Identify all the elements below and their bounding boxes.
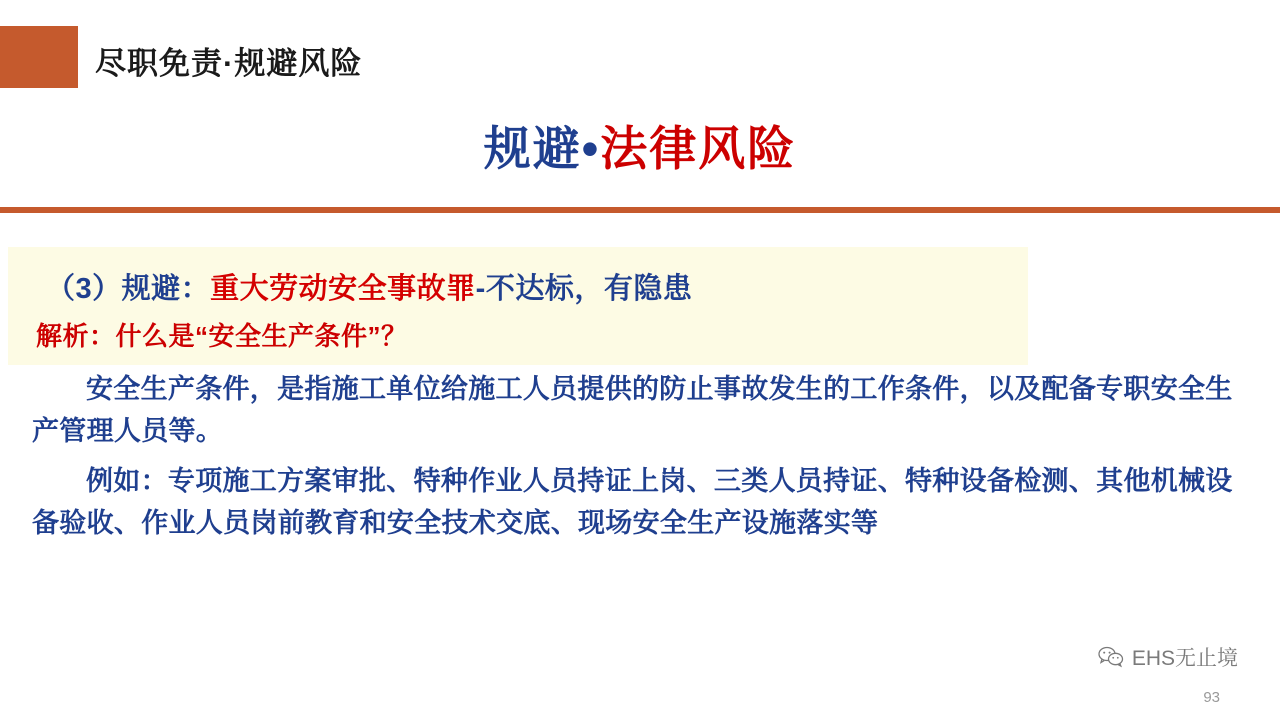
header-accent-block xyxy=(0,26,78,88)
page-title-part2: 法律风险 xyxy=(600,122,797,175)
section-subheading: 解析：什么是“安全生产条件”？ xyxy=(36,321,408,351)
body-content xyxy=(32,368,1248,544)
section-heading-suffix: -不达标，有隐患 xyxy=(475,273,693,305)
page-title xyxy=(0,112,1280,179)
section-heading-prefix: （3）规避： xyxy=(46,273,211,305)
section-heading xyxy=(46,266,692,307)
footer-brand-label: EHS无止境 xyxy=(1131,647,1238,670)
body-paragraph-1: 安全生产条件，是指施工单位给施工人员提供的防止事故发生的工作条件，以及配备专职安全生产管理人员等。 xyxy=(32,374,1233,446)
section-heading-emphasis: 重大劳动安全事故罪 xyxy=(210,273,476,305)
wechat-icon xyxy=(1098,646,1124,668)
footer-watermark xyxy=(1098,642,1238,672)
body-paragraph-2: 例如：专项施工方案审批、特种作业人员持证上岗、三类人员持证、特种设备检测、其他机械设备验收、作业人员岗前教育和安全技术交底、现场安全生产设施落实等 xyxy=(32,466,1233,538)
page-number: 93 xyxy=(1203,689,1220,706)
horizontal-divider xyxy=(0,207,1280,213)
header-title: 尽职免责·规避风险 xyxy=(95,46,363,81)
page-title-part1: 规避• xyxy=(483,122,601,175)
